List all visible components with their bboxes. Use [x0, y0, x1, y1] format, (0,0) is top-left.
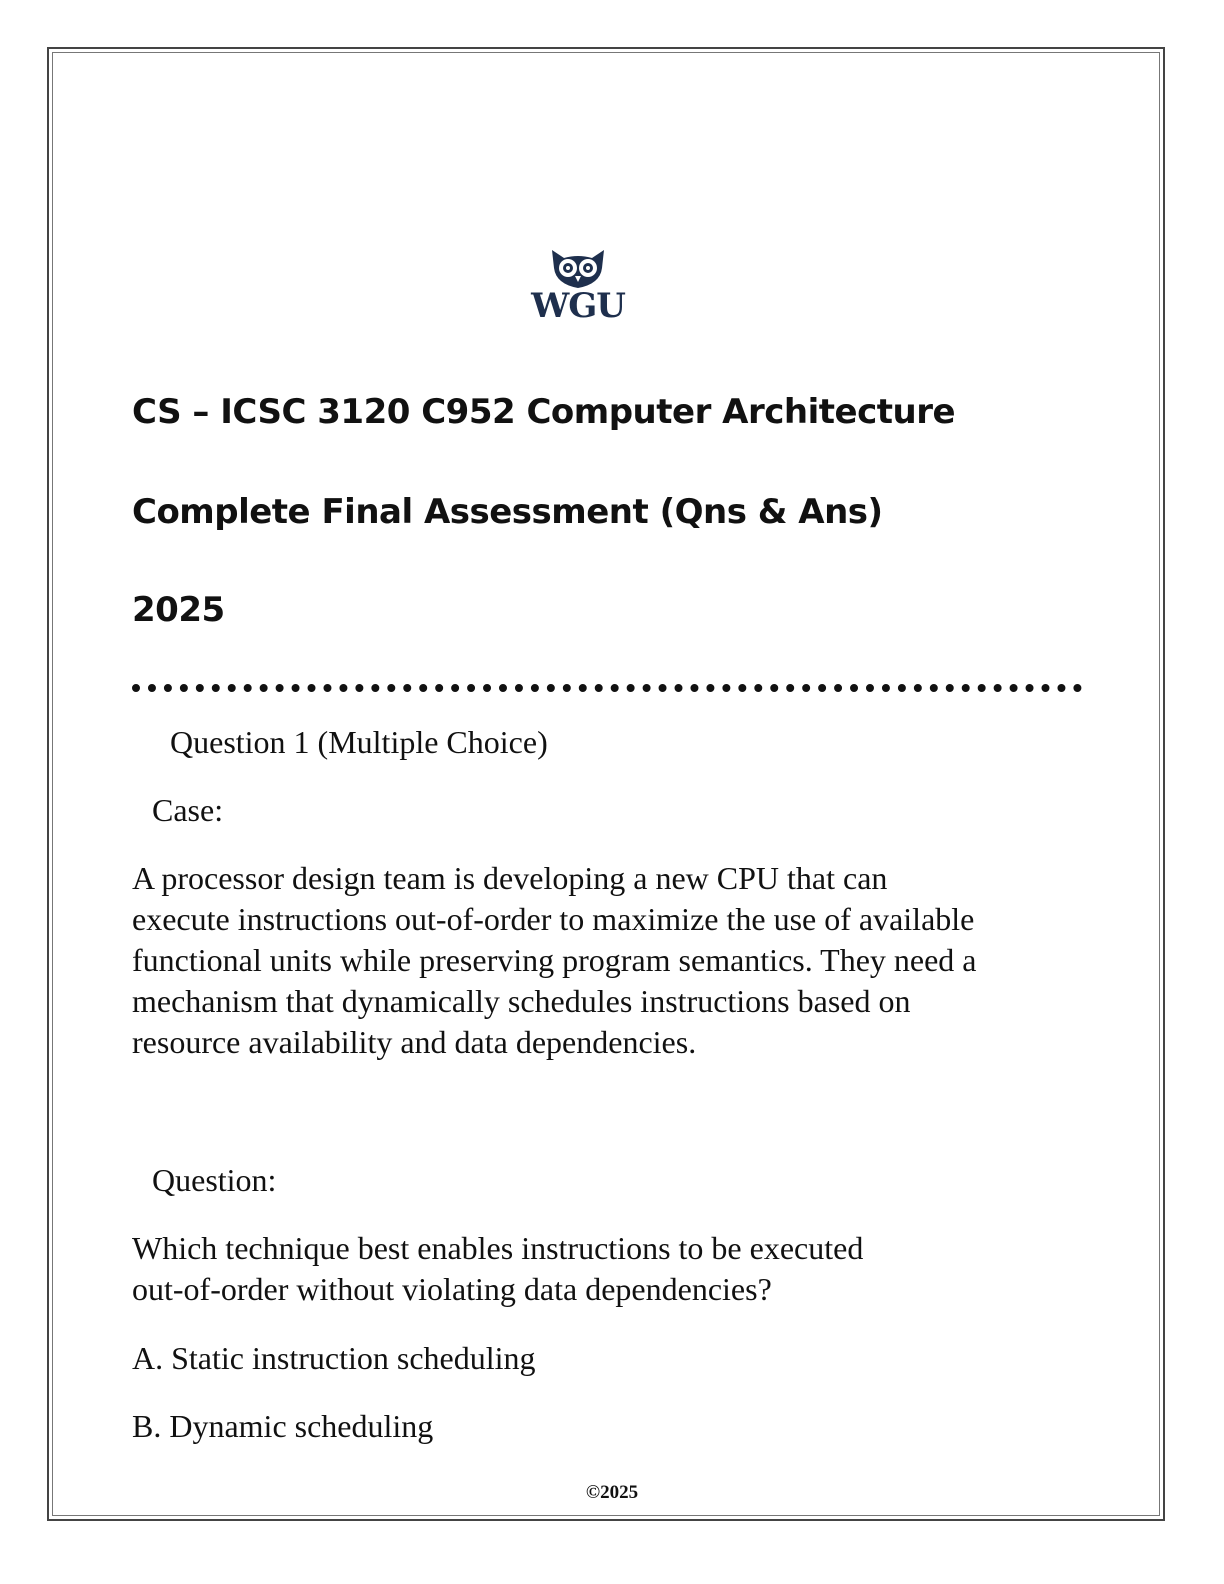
- option-b: B. Dynamic scheduling: [132, 1408, 434, 1444]
- document-title-line1: CS – ICSC 3120 C952 Computer Architecture: [132, 392, 956, 432]
- case-label: Case:: [152, 792, 224, 828]
- wgu-logo: [528, 246, 628, 326]
- logo-text: WGU: [531, 286, 625, 326]
- case-line: functional units while preserving program semantics. They need a: [132, 942, 977, 978]
- case-line: resource availability and data dependencies.: [132, 1024, 697, 1060]
- owl-icon: [528, 246, 628, 290]
- question-line: out-of-order without violating data dependencies?: [132, 1271, 772, 1307]
- case-paragraph: [132, 858, 977, 1063]
- case-line: A processor design team is developing a new CPU that can: [132, 860, 888, 896]
- question-paragraph: [132, 1228, 863, 1310]
- footer-copyright: ©2025: [585, 1482, 639, 1503]
- question-line: Which technique best enables instructions to be executed: [132, 1230, 864, 1266]
- case-line: mechanism that dynamically schedules instructions based on: [132, 983, 911, 1019]
- question-label: Question:: [152, 1162, 277, 1198]
- case-line: execute instructions out-of-order to maximize the use of available: [132, 901, 975, 937]
- document-year: 2025: [132, 590, 225, 630]
- document-title-line2: Complete Final Assessment (Qns & Ans): [132, 492, 883, 532]
- question-number-label: Question 1 (Multiple Choice): [170, 724, 548, 760]
- dotted-divider: [132, 684, 1082, 692]
- option-a: A. Static instruction scheduling: [132, 1340, 536, 1376]
